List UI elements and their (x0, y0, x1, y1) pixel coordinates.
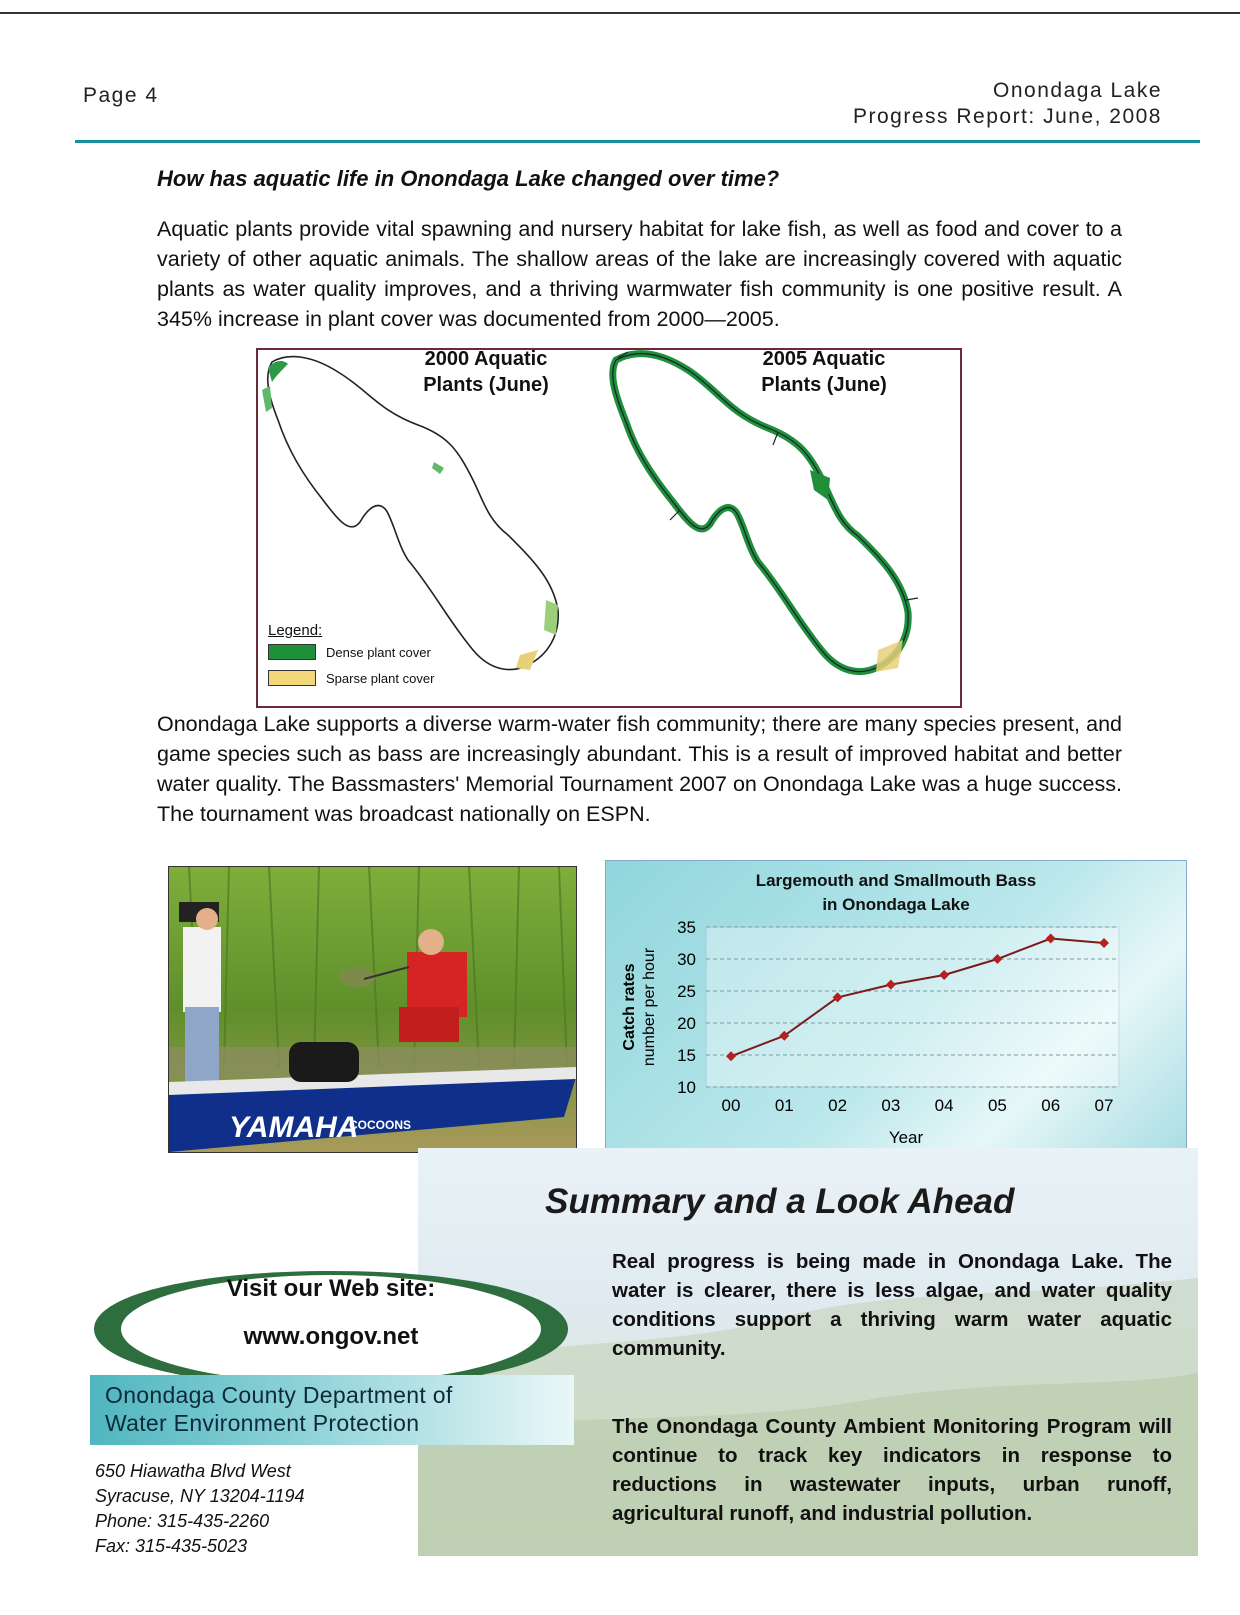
x-tick-label: 04 (934, 1096, 954, 1115)
contact-address (95, 1459, 304, 1559)
chart-title-line1: Largemouth and Smallmouth Bass (755, 871, 1037, 890)
map-tick-b (670, 510, 680, 520)
website-link[interactable]: www.ongov.net (243, 1323, 419, 1350)
y-tick-label: 10 (677, 1078, 696, 1097)
legend-item-dense (268, 644, 434, 660)
y-tick-label: 20 (677, 1014, 696, 1033)
address-street: 650 Hiawatha Blvd West (95, 1461, 291, 1481)
y-axis-label (621, 947, 658, 1066)
publication-title: Onondaga Lake (993, 79, 1162, 102)
y-tick-label: 35 (677, 918, 696, 937)
chart-plot-area (606, 861, 1186, 1156)
summary-paragraph-1: Real progress is being made in Onondaga Lake. The water is clearer, there is less algae, and water quality conditions support a thriving warm water aquatic community. (612, 1250, 1172, 1360)
visit-website-label: Visit our Web site: (226, 1275, 436, 1302)
department-line2: Water Environment Protection (105, 1410, 420, 1436)
x-tick-label: 00 (721, 1096, 741, 1115)
map-2005-title-line1: 2005 Aquatic (762, 348, 886, 370)
plant-patch-2000-c (544, 600, 558, 635)
legend-title: Legend: (268, 622, 323, 639)
map-2005-title (734, 346, 914, 398)
map-legend (268, 622, 434, 686)
lake-outline-2005 (613, 354, 908, 672)
page-number: Page 4 (83, 84, 159, 107)
dense-swatch (268, 644, 316, 660)
plot-background (706, 927, 1119, 1087)
aquatic-plants-map-figure (256, 348, 962, 708)
legend-item-sparse (268, 670, 434, 686)
x-tick-label: 05 (987, 1096, 1007, 1115)
x-tick-label: 01 (774, 1096, 794, 1115)
x-tick-label: 07 (1094, 1096, 1114, 1115)
y-axis-label-line2: number per hour (641, 947, 658, 1067)
legend-dense-label: Dense plant cover (326, 644, 431, 660)
department-line1: Onondaga County Department of (105, 1382, 453, 1408)
section-question: How has aquatic life in Onondaga Lake changed over time? (157, 166, 780, 191)
address-fax: Fax: 315-435-5023 (95, 1536, 248, 1556)
top-border-line (0, 12, 1240, 14)
map-2000-title-line2: Plants (June) (423, 374, 549, 396)
report-header (853, 78, 1162, 130)
summary-title: Summary and a Look Ahead (545, 1182, 1015, 1221)
x-axis-label: Year (888, 1128, 924, 1147)
y-tick-label: 15 (677, 1046, 696, 1065)
x-tick-label: 02 (828, 1096, 848, 1115)
chart-title-line2: in Onondaga Lake (822, 895, 970, 914)
report-date: Progress Report: June, 2008 (853, 105, 1162, 128)
address-city: Syracuse, NY 13204-1194 (95, 1486, 305, 1506)
y-axis-label-line1: Catch rates (621, 963, 638, 1051)
address-phone: Phone: 315-435-2260 (95, 1511, 270, 1531)
fish-community-paragraph: Onondaga Lake supports a diverse warm-water fish community; there are many species present, and game species such as bass are increasingly abundant. This is a result of improved habitat and better water quality. The Bassmasters' Memorial Tournament 2007 on Onondaga Lake was a huge success. The tournament was broadcast nationally on ESPN. (157, 712, 1122, 826)
photo-illustration (169, 867, 576, 1152)
sparse-swatch (268, 670, 316, 686)
map-2005-title-line2: Plants (June) (761, 374, 887, 396)
header-rule (75, 140, 1200, 143)
summary-paragraph-2: The Onondaga County Ambient Monitoring Program will continue to track key indicators in response to reductions in wastewater inputs, urban runoff, agricultural runoff, and industrial pollution. (612, 1415, 1172, 1525)
website-callout (88, 1265, 574, 1393)
bass-catch-chart (605, 860, 1187, 1157)
y-tick-label: 30 (677, 950, 696, 969)
y-tick-label: 25 (677, 982, 696, 1001)
map-2000-title (396, 346, 576, 398)
x-tick-label: 03 (881, 1096, 901, 1115)
aquatic-plants-paragraph: Aquatic plants provide vital spawning and nursery habitat for lake fish, as well as food and cover to a variety of other aquatic animals. The shallow areas of the lake are increasingly covered with aquatic plants as water quality improves, and a thriving warmwater fish community is one positive result. A 345% increase in plant cover was documented from 2000—2005. (157, 217, 1122, 331)
boat-sticker-text: COCOONS (349, 1118, 412, 1132)
x-tick-label: 06 (1041, 1096, 1061, 1115)
department-name (105, 1381, 453, 1437)
boat-brand-text: YAMAHA (229, 1111, 359, 1144)
legend-sparse-label: Sparse plant cover (326, 670, 435, 686)
map-2000-title-line1: 2000 Aquatic (424, 348, 548, 370)
bass-tournament-photo (168, 866, 577, 1153)
